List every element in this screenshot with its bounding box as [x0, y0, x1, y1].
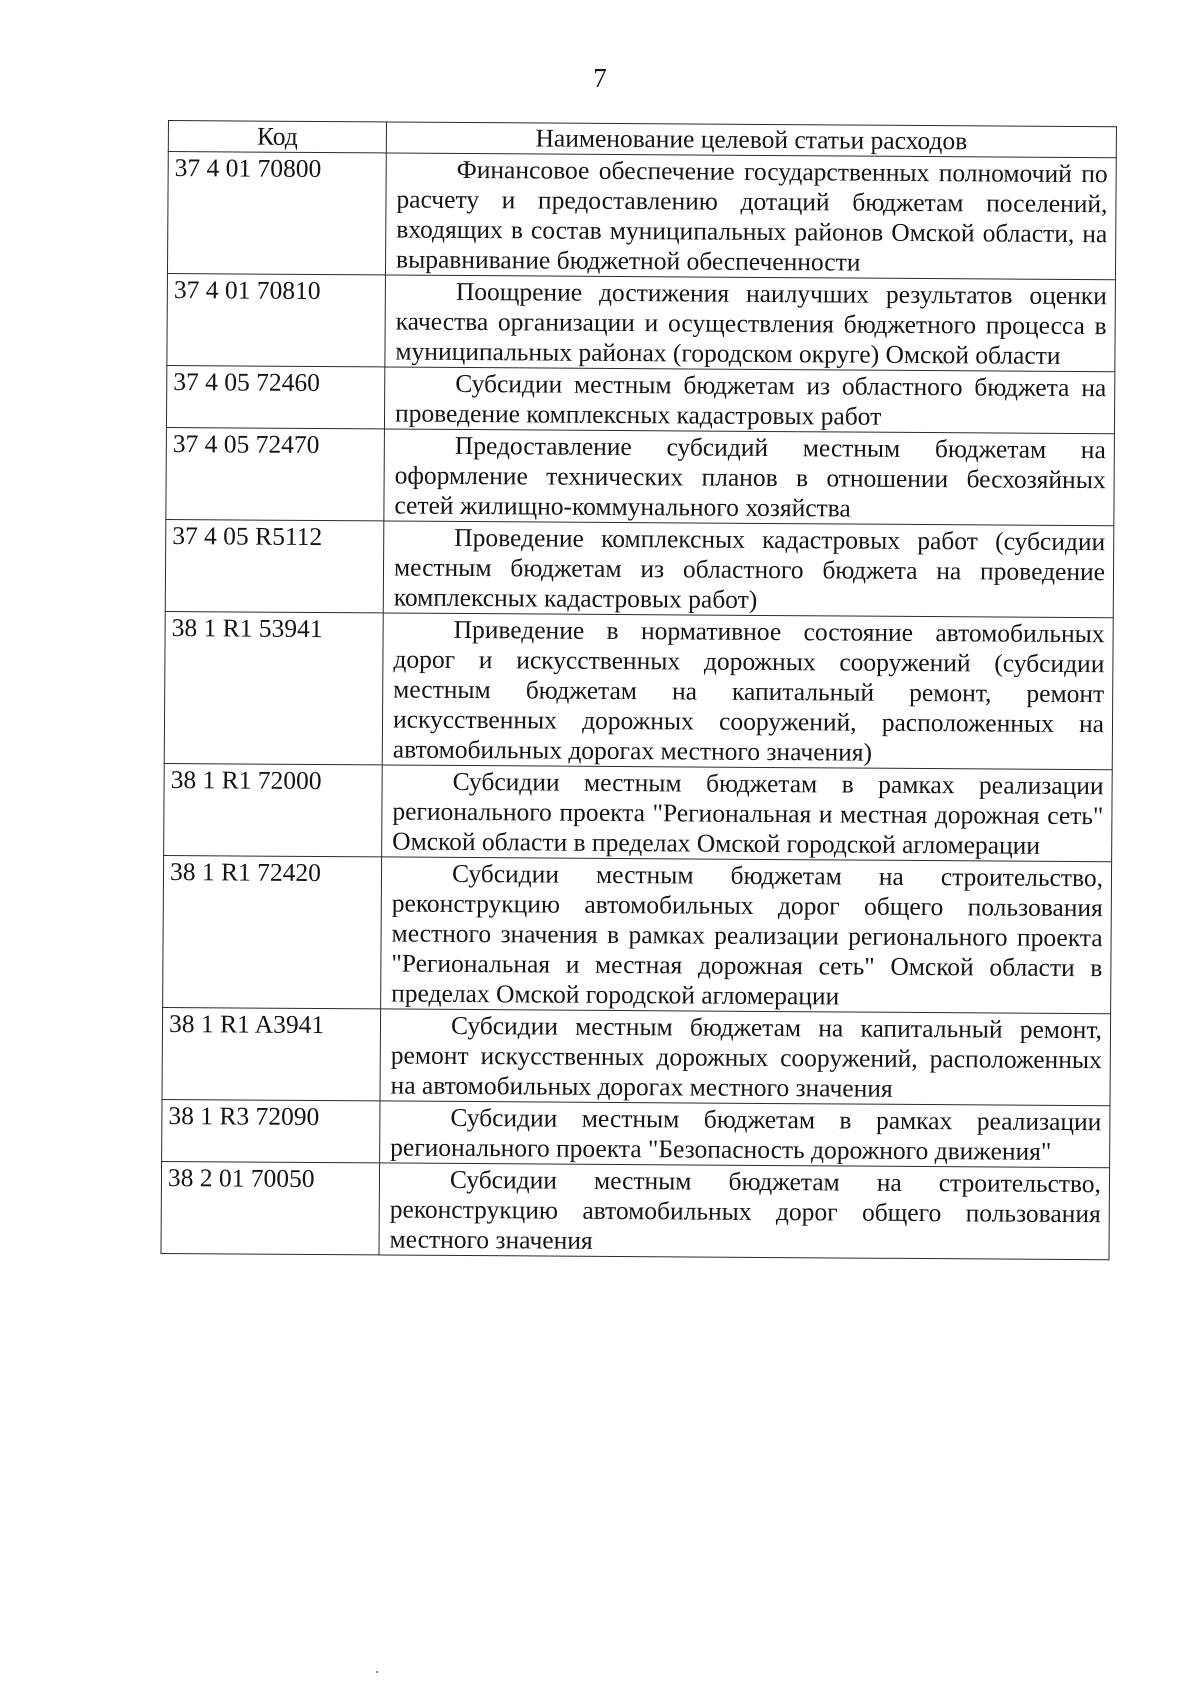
name-cell: Предоставление субсидий местным бюджетам на оформление технических планов в отношении бесхозяйных сетей жилищно-коммунального хозяйства: [384, 429, 1115, 526]
table-row: [167, 273, 1116, 371]
name-cell: Субсидии местным бюджетам на капитальный ремонт, ремонт искусственных дорожных сооружений, расположенных на автомобильных дорогах местного значения: [380, 1009, 1111, 1106]
table-row: [162, 1007, 1111, 1105]
code-cell: 38 2 01 70050: [161, 1161, 380, 1254]
table-row: [167, 152, 1116, 280]
page-number: 7: [593, 63, 607, 93]
code-column-header: Код: [168, 121, 386, 153]
name-cell: Субсидии местным бюджетам на строительство, реконструкцию автомобильных дорог общего пользования местного значения: [379, 1163, 1110, 1260]
name-cell: Субсидии местным бюджетам в рамках реализации регионального проекта "Региональная и местная дорожная сеть" Омской области в пределах Омской городской агломерации: [382, 765, 1113, 862]
table-row: [163, 855, 1112, 1013]
name-cell: Приведение в нормативное состояние автомобильных дорог и искусственных дорожных сооружений (субсидии местным бюджетам на капитальный ремонт, ремонт искусственных дорожных сооружений, расположенных на автомобильных дорогах местного значения): [382, 613, 1113, 770]
code-cell: 37 4 01 70810: [167, 273, 386, 366]
table-row: [162, 1099, 1110, 1167]
code-cell: 38 1 R1 72000: [164, 763, 383, 856]
code-cell: 38 1 R1 72420: [163, 855, 382, 1008]
table-row: [165, 519, 1114, 617]
table-row: [164, 611, 1113, 769]
code-cell: 38 1 R3 72090: [162, 1099, 380, 1162]
code-cell: 37 4 05 R5112: [165, 519, 384, 612]
name-cell: Финансовое обеспечение государственных полномочий по расчету и предоставлению дотаций бюджетам поселений, входящих в состав муниципальных районов Омской области, на выравнивание бюджетной обеспеченности: [385, 153, 1116, 280]
scan-speck: [376, 1671, 378, 1673]
code-cell: 37 4 05 72460: [166, 365, 384, 428]
budget-target-articles-table: [160, 120, 1117, 1260]
table-row: [164, 763, 1113, 861]
code-cell: 37 4 01 70800: [167, 152, 386, 275]
table-row: [166, 365, 1114, 433]
table-row: [166, 427, 1115, 525]
name-cell: Поощрение достижения наилучших результатов оценки качества организации и осуществления бюджетного процесса в муниципальных районах (городском округе) Омской области: [385, 275, 1116, 372]
code-cell: 38 1 R1 53941: [164, 611, 383, 764]
name-cell: Субсидии местным бюджетам из областного бюджета на проведение комплексных кадастровых работ: [384, 367, 1114, 434]
code-cell: 37 4 05 72470: [166, 427, 385, 520]
code-cell: 38 1 R1 A3941: [162, 1007, 381, 1100]
name-cell: Субсидии местным бюджетам на строительство, реконструкцию автомобильных дорог общего пользования местного значения в рамках реализации регионального проекта "Региональная и местная дорожная сеть" Омской области в пределах Омской городской агломерации: [381, 857, 1112, 1014]
name-cell: Проведение комплексных кадастровых работ (субсидии местным бюджетам из областного бюджета на проведение комплексных кадастровых работ): [383, 521, 1114, 618]
table-row: [161, 1161, 1110, 1259]
name-column-header: Наименование целевой статьи расходов: [386, 122, 1116, 158]
name-cell: Субсидии местным бюджетам в рамках реализации регионального проекта "Безопасность дорожного движения": [380, 1101, 1110, 1168]
